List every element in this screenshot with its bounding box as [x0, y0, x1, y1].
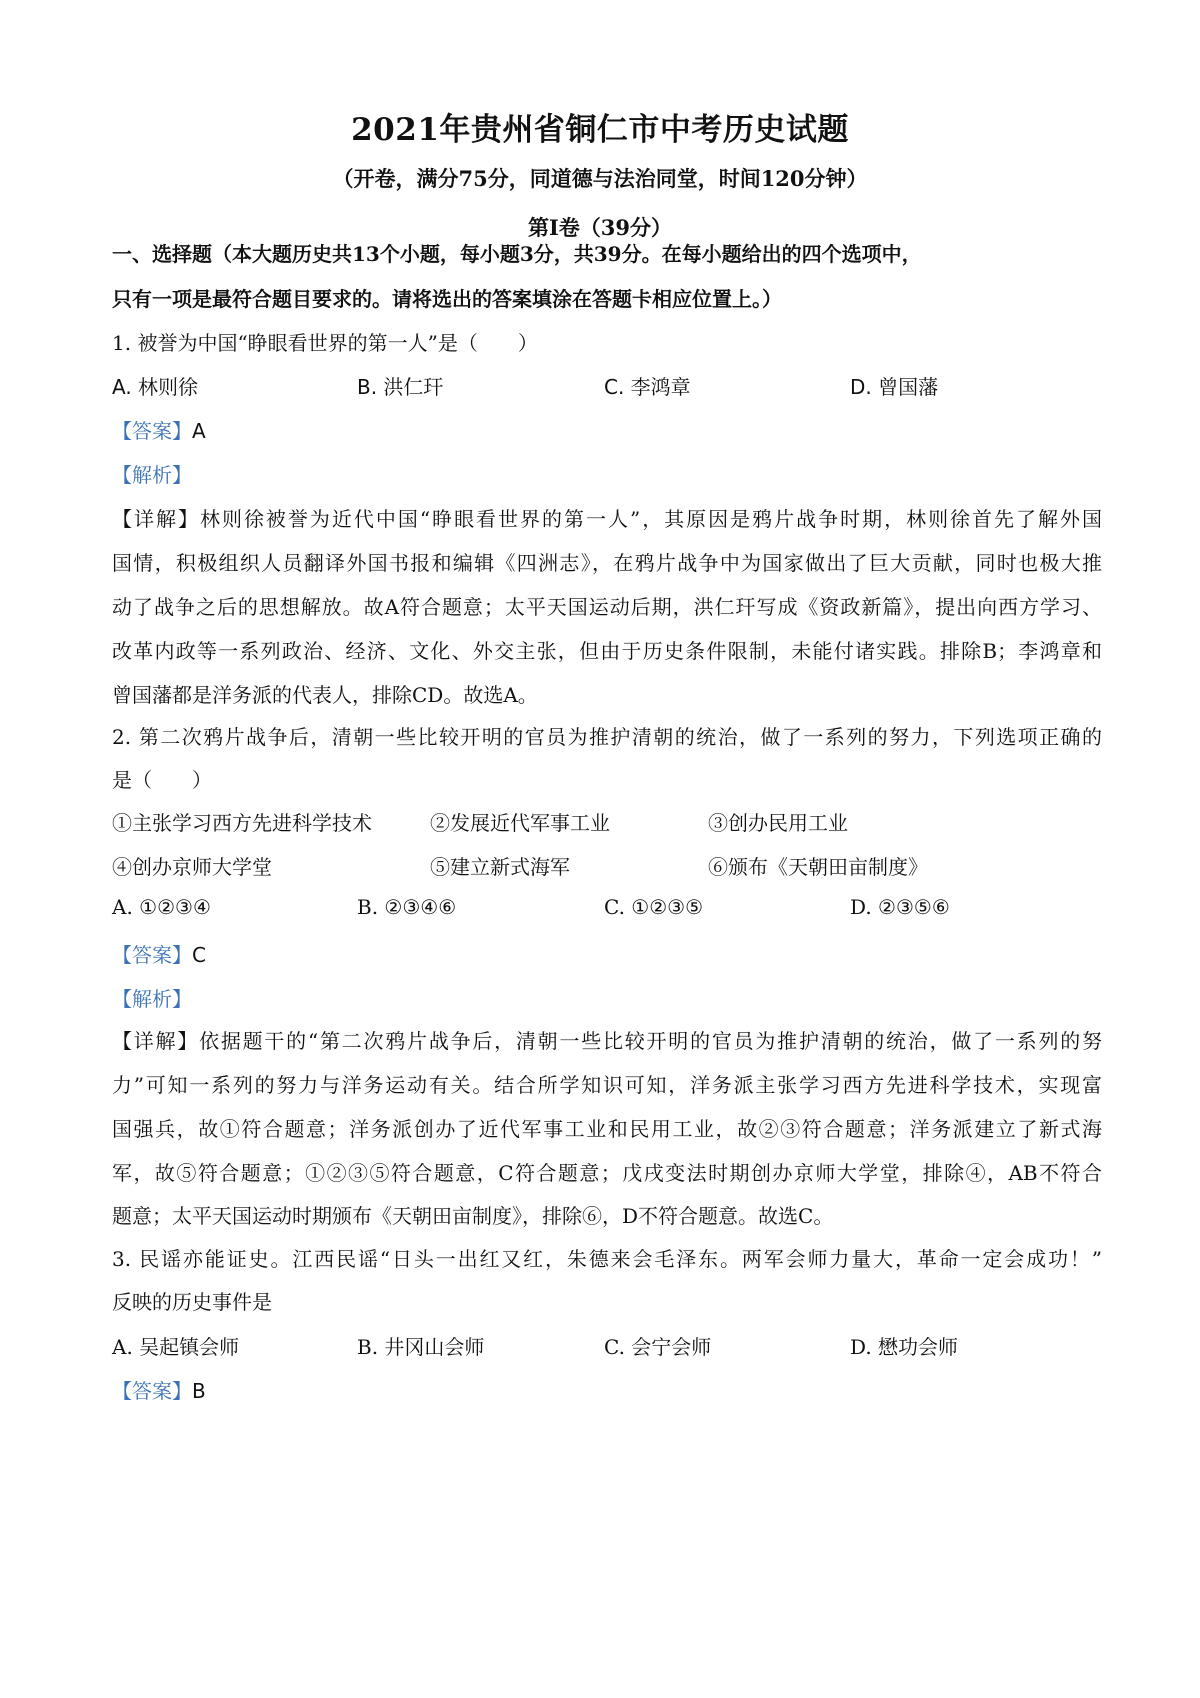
- q2-option-d: D. ②③⑤⑥: [850, 895, 950, 919]
- q1-detail-line-4: 改革内政等一系列政治、经济、文化、外交主张，但由于历史条件限制，未能付诸实践。排除B；李鸿章和: [112, 639, 1102, 663]
- q2-detail-line-4: 军，故⑤符合题意；①②③⑤符合题意，C符合题意；戊戌变法时期创办京师大学堂，排除④，AB不符合: [112, 1161, 1102, 1185]
- q3-option-b: B. 井冈山会师: [357, 1335, 485, 1359]
- answer-value: A: [192, 419, 206, 443]
- q2-answer: [112, 939, 1102, 968]
- q1-answer: [112, 415, 1102, 444]
- q1-detail-line-3: 动了战争之后的思想解放。故A符合题意；太平天国运动后期，洪仁玕写成《资政新篇》，提出向西方学习、: [112, 595, 1102, 619]
- q1-detail-line-1: 【详解】林则徐被誉为近代中国“睁眼看世界的第一人”，其原因是鸦片战争时期，林则徐首先了解外国: [112, 507, 1102, 531]
- q2-detail-line-3: 国强兵，故①符合题意；洋务派创办了近代军事工业和民用工业，故②③符合题意；洋务派建立了新式海: [112, 1117, 1102, 1141]
- analysis-tag: 【解析】: [112, 463, 192, 487]
- answer-tag: 【答案】: [112, 1379, 192, 1403]
- q2-analysis-tag: [112, 983, 1102, 1012]
- q2-item-6: ⑥颁布《天朝田亩制度》: [708, 855, 928, 879]
- answer-tag: 【答案】: [112, 943, 192, 967]
- q2-item-5: ⑤建立新式海军: [430, 855, 570, 879]
- q2-stem-line-2: 是（ ）: [112, 768, 212, 792]
- q1-detail-line-5: 曾国藩都是洋务派的代表人，排除CD。故选A。: [112, 683, 538, 707]
- q1-option-c: C. 李鸿章: [604, 375, 691, 399]
- exam-subtitle: （开卷，满分75分，同道德与法治同堂，时间120分钟）: [332, 166, 868, 191]
- section-heading-line-1: 一、选择题（本大题历史共13个小题，每小题3分，共39分。在每小题给出的四个选项中，: [112, 242, 922, 266]
- q2-detail-line-5: 题意；太平天国运动时期颁布《天朝田亩制度》，排除⑥，D不符合题意。故选C。: [112, 1204, 834, 1228]
- q1-analysis-tag: [112, 459, 1102, 488]
- q2-item-1: ①主张学习西方先进科学技术: [112, 811, 372, 835]
- q1-stem: 1. 被誉为中国“睁眼看世界的第一人”是（ ）: [112, 331, 538, 355]
- q2-item-2: ②发展近代军事工业: [430, 811, 610, 835]
- q2-detail-line-2: 力”可知一系列的努力与洋务运动有关。结合所学知识可知，洋务派主张学习西方先进科学技术，实现富: [112, 1073, 1102, 1097]
- q2-option-c: C. ①②③⑤: [604, 895, 704, 919]
- answer-value: C: [192, 943, 206, 967]
- q2-option-a: A. ①②③④: [112, 895, 211, 919]
- answer-value: B: [192, 1379, 206, 1403]
- q2-detail-line-1: 【详解】依据题干的“第二次鸦片战争后，清朝一些比较开明的官员为推护清朝的统治，做了一系列的努: [112, 1029, 1102, 1053]
- q1-option-b: B. 洪仁玕: [357, 375, 444, 399]
- q3-option-c: C. 会宁会师: [604, 1335, 712, 1359]
- q3-stem-line-2: 反映的历史事件是: [112, 1290, 272, 1314]
- q1-detail-line-2: 国情，积极组织人员翻译外国书报和编辑《四洲志》，在鸦片战争中为国家做出了巨大贡献，同时也极大推: [112, 551, 1102, 575]
- q3-option-a: A. 吴起镇会师: [112, 1335, 240, 1359]
- q3-answer: [112, 1375, 1102, 1404]
- q2-item-3: ③创办民用工业: [708, 811, 848, 835]
- analysis-tag: 【解析】: [112, 987, 192, 1011]
- q1-option-d: D. 曾国藩: [850, 375, 939, 399]
- answer-tag: 【答案】: [112, 419, 192, 443]
- q2-item-4: ④创办京师大学堂: [112, 855, 272, 879]
- q3-option-d: D. 懋功会师: [850, 1335, 959, 1359]
- page-title: 2021年贵州省铜仁市中考历史试题: [351, 112, 849, 148]
- q2-stem-line-1: 2. 第二次鸦片战争后，清朝一些比较开明的官员为推护清朝的统治，做了一系列的努力，下列选项正确的: [112, 725, 1102, 749]
- q1-option-a: A. 林则徐: [112, 375, 199, 399]
- q3-stem-line-1: 3. 民谣亦能证史。江西民谣“日头一出红又红，朱德来会毛泽东。两军会师力量大，革命一定会成功！”: [112, 1247, 1102, 1271]
- volume-heading: 第Ⅰ卷（39分）: [527, 215, 673, 240]
- q2-option-b: B. ②③④⑥: [357, 895, 457, 919]
- section-heading-line-2: 只有一项是最符合题目要求的。请将选出的答案填涂在答题卡相应位置上。）: [112, 287, 782, 311]
